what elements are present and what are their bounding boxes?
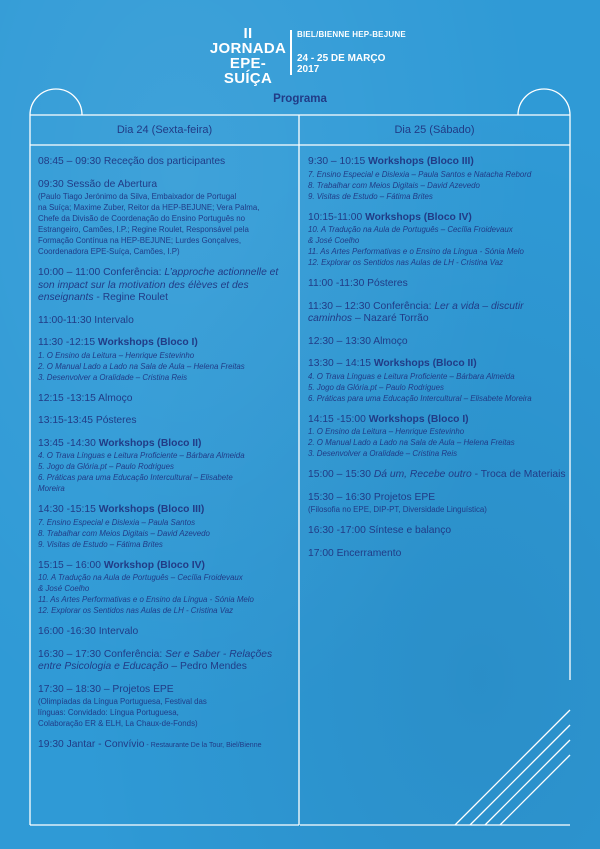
item-sublist — [38, 191, 293, 257]
item-headline — [308, 336, 566, 349]
item-headline — [308, 278, 566, 291]
item-headline — [308, 525, 566, 538]
item-time: 15:00 – 15:30 — [308, 469, 371, 480]
item-headline — [308, 156, 566, 169]
item-bold-text: Workshops (Bloco IV) — [362, 211, 472, 223]
item-time: 11:30 – 12:30 — [308, 300, 371, 312]
schedule-item — [38, 267, 293, 305]
item-subline-text: 10. A Tradução na Aula de Português – Cecília Froidevaux — [308, 225, 513, 234]
item-time: 08:45 – 09:30 — [38, 156, 101, 167]
item-time: 10:00 – 11:00 — [38, 267, 101, 278]
item-subline — [38, 539, 293, 550]
schedule-item — [308, 212, 566, 269]
item-subline — [38, 461, 293, 472]
item-headline — [38, 179, 293, 192]
item-subline — [308, 169, 566, 180]
item-headline — [38, 267, 293, 305]
item-subline — [308, 382, 566, 393]
item-headline — [38, 626, 293, 639]
schedule-item — [38, 504, 293, 550]
item-subline — [308, 235, 566, 246]
item-subline — [308, 246, 566, 257]
item-bold-text: Workshops (Bloco III) — [95, 504, 205, 515]
schedule-item — [38, 684, 293, 730]
item-subline — [38, 583, 293, 594]
schedule-item — [38, 337, 293, 383]
item-bold-text: Workshops (Bloco I) — [95, 337, 198, 348]
item-bold-text: Workshop (Bloco IV) — [100, 559, 205, 571]
item-subline — [308, 371, 566, 382]
item-sublist — [38, 572, 293, 616]
item-time: 16:30 – 17:30 — [38, 648, 101, 660]
item-subline — [308, 393, 566, 404]
event-title — [206, 26, 290, 86]
item-subline — [38, 350, 293, 361]
item-subline-text: 10. A Tradução na Aula de Português – Cecília Froidevaux — [38, 573, 243, 582]
item-subline-text: 11. As Artes Performativas e o Ensino da Língua - Sónia Melo — [38, 595, 254, 604]
item-subline — [38, 372, 293, 383]
item-headline — [38, 156, 293, 169]
item-headline — [308, 358, 566, 371]
schedule-item — [308, 156, 566, 202]
item-time: 13:15-13:45 — [38, 415, 93, 426]
item-sublist — [38, 517, 293, 550]
schedule-item — [308, 358, 566, 404]
item-subline — [38, 517, 293, 528]
item-subline: Coordenadora EPE-Suíça, Camões, I.P) — [38, 247, 180, 256]
item-time: 12:30 – 13:30 — [308, 335, 371, 347]
item-after-text: – Nazaré Torrão — [352, 313, 429, 324]
item-headline — [38, 649, 293, 674]
item-subline — [38, 472, 293, 483]
item-headline — [308, 301, 566, 326]
item-subline — [38, 361, 293, 372]
item-subline: Chefe da Divisão de Coordenação do Ensino Português no — [38, 214, 246, 223]
day2-title: Dia 25 (Sábado) — [394, 124, 475, 136]
schedule-item — [308, 548, 566, 561]
item-text: Encerramento — [333, 547, 402, 559]
item-subline-text: 3. Desenvolver a Oralidade – Cristina Reis — [308, 449, 458, 458]
item-text: Almoço — [95, 392, 133, 404]
schedule-item — [38, 626, 293, 639]
item-subline — [38, 528, 293, 539]
item-subline-text: 12. Explorar os Sentidos nas Aulas de LH - Cristina Vaz — [38, 606, 234, 615]
item-subline — [38, 594, 293, 605]
item-after-text: – Pedro Mendes — [168, 661, 247, 672]
event-dates: 24 - 25 DE MARÇO 2017 — [297, 53, 386, 75]
item-subline — [308, 257, 566, 268]
item-headline — [308, 469, 566, 482]
item-time: 19:30 — [38, 739, 64, 750]
item-after-text: - Regine Roulet — [93, 292, 168, 303]
item-subline-text: 3. Desenvolver a Oralidade – Cristina Reis — [38, 372, 188, 382]
item-text: Sessão de Abertura — [63, 178, 158, 190]
schedule-item — [308, 336, 566, 349]
item-headline — [38, 315, 293, 328]
item-headline — [308, 492, 566, 505]
item-small-text: - Restaurante De la Tour, Biel/Bienne — [144, 742, 262, 749]
item-subline-text: 9. Visitas de Estudo – Fátima Brites — [38, 539, 163, 549]
item-time: 17:00 — [308, 547, 334, 559]
item-subline-text: 7. Ensino Especial e Dislexia – Paula Santos e Natacha Rebord — [308, 169, 532, 179]
item-time: 14:15 -15:00 — [308, 413, 366, 425]
event-header — [0, 24, 600, 87]
item-subline-text: 6. Práticas para uma Educação Intercultural – Elisabete — [38, 473, 233, 482]
item-italic-text: Ler a vida – discutir caminhos — [308, 300, 524, 324]
item-subline-text: 11. As Artes Performativas e o Ensino da Língua - Sónia Melo — [308, 247, 524, 256]
item-subline — [308, 437, 566, 448]
item-subline: Colaboração ER & ELH, La Chaux-de-Fonds) — [38, 719, 198, 728]
item-time: 13:30 – 14:15 — [308, 358, 371, 369]
item-subline-text: & José Coelho — [38, 584, 90, 593]
item-time: 11:00-11:30 — [38, 314, 92, 326]
item-text: Pósteres — [92, 415, 137, 426]
item-sublist — [308, 504, 566, 515]
schedule-item — [38, 415, 293, 428]
item-italic-text: Dá um, Recebe outro — [373, 469, 472, 480]
item-subline: (Olimpíadas da Língua Portuguesa, Festival das — [38, 697, 207, 706]
schedule-item — [308, 469, 566, 482]
item-subline — [38, 605, 293, 616]
item-time: 9:30 – 10:15 — [308, 156, 366, 167]
item-time: 15:30 – 16:30 — [308, 491, 371, 503]
item-italic-text: L’approche actionnelle et son impact sur la motivation des élèves et des enseignants — [38, 267, 279, 303]
item-subline: línguas: Convidado: Língua Portuguesa, — [38, 708, 179, 717]
item-sublist — [308, 426, 566, 459]
schedule-item — [38, 315, 293, 328]
item-sublist — [38, 350, 293, 383]
item-subline-text: 4. O Trava Línguas e Leitura Proficiente – Bárbara Almeida — [38, 451, 245, 460]
item-time: 13:45 -14:30 — [38, 437, 96, 449]
item-subline-text: & José Coelho — [308, 236, 360, 245]
schedule-item — [38, 156, 293, 169]
item-time: 17:30 – 18:30 — [38, 683, 101, 695]
item-subline-text: Moreira — [38, 484, 65, 493]
item-subline-text: 7. Ensino Especial e Dislexia – Paula Santos — [38, 517, 196, 527]
item-time: 10:15-11:00 — [308, 211, 363, 223]
item-text: Intervalo — [95, 626, 139, 637]
item-sublist — [38, 450, 293, 494]
item-sublist — [308, 224, 566, 268]
item-subline: (Paulo Tiago Jerónimo da Silva, Embaixador de Portugal — [38, 192, 237, 201]
item-subline — [308, 191, 566, 202]
schedule-item — [308, 492, 566, 516]
item-text: Receção dos participantes — [100, 156, 226, 167]
item-subline: Estrangeiro, Camões, I.P.; Regine Roulet, Responsável pela — [38, 225, 249, 234]
schedule-item — [38, 438, 293, 495]
day2-schedule — [308, 156, 566, 570]
item-subline: (Filosofia no EPE, DIP-PT, Diversidade Linguística) — [308, 505, 487, 514]
item-headline — [38, 739, 293, 753]
item-time: 14:30 -15:15 — [38, 504, 96, 515]
item-headline — [38, 560, 293, 573]
item-time: 11:30 -12:15 — [38, 337, 96, 348]
item-bold-text: Workshops (Bloco II) — [95, 437, 202, 449]
item-italic-text: Ser e Saber - Relações entre Psicologia e Educação — [38, 648, 273, 672]
item-bold-text: Workshops (Bloco I) — [365, 413, 469, 425]
item-subline — [308, 180, 566, 191]
item-headline — [38, 504, 293, 517]
schedule-item — [308, 414, 566, 460]
item-text: – Projetos EPE — [100, 683, 174, 695]
item-subline — [308, 426, 566, 437]
schedule-item — [38, 179, 293, 258]
item-subline — [38, 483, 293, 494]
schedule-item — [38, 560, 293, 617]
item-subline-text: 1. O Ensino da Leitura – Henrique Estevinho — [38, 350, 195, 360]
schedule-item — [38, 649, 293, 674]
item-text: Conferência: — [100, 267, 165, 278]
item-subline-text: 2. O Manual Lado a Lado na Sala de Aula – Helena Freitas — [308, 438, 515, 447]
item-text: Síntese e balanço — [365, 525, 452, 536]
item-text: Conferência: — [100, 648, 166, 660]
schedule-item — [308, 278, 566, 291]
item-text: Projetos EPE — [370, 491, 436, 503]
item-time: 12:15 -13:15 — [38, 392, 96, 404]
item-text: Jantar - Convívio — [63, 739, 145, 750]
title-line-1: II JORNADA — [209, 25, 287, 57]
item-headline — [308, 548, 566, 561]
event-venue: BIEL/BIENNE HEP-BEJUNE — [297, 30, 406, 39]
item-text: Intervalo — [91, 314, 134, 326]
day1-title: Dia 24 (Sexta-feira) — [116, 124, 213, 136]
item-time: 16:00 -16:30 — [38, 626, 96, 637]
item-sublist — [308, 169, 566, 202]
schedule-item — [308, 301, 566, 326]
item-sublist — [38, 696, 293, 729]
item-headline — [38, 438, 293, 451]
item-headline — [38, 415, 293, 428]
item-time: 09:30 — [38, 178, 64, 190]
item-headline — [38, 393, 293, 406]
title-line-2: EPE-SUÍÇA — [223, 55, 273, 87]
item-subline — [308, 448, 566, 459]
item-subline — [38, 450, 293, 461]
item-subline-text: 5. Jogo da Glória.pt – Paulo Rodrigues — [38, 462, 174, 471]
item-headline — [308, 212, 566, 225]
item-text: Pósteres — [364, 278, 408, 289]
item-subline: Formação Contínua na HEP-BEJUNE; Lurdes Gonçalves, — [38, 236, 242, 245]
schedule-item — [38, 739, 293, 753]
item-subline-text: 9. Visitas de Estudo – Fátima Brites — [308, 191, 433, 201]
item-sublist — [308, 371, 566, 404]
item-subline — [308, 224, 566, 235]
schedule-item — [38, 393, 293, 406]
item-subline-text: 12. Explorar os Sentidos nas Aulas de LH - Cristina Vaz — [308, 258, 504, 267]
item-headline — [38, 337, 293, 350]
item-subline-text: 5. Jogo da Glória.pt – Paulo Rodrigues — [308, 382, 444, 392]
item-subline: na Suíça; Maxime Zuber, Reitor da HEP-BEJUNE; Vera Palma, — [38, 203, 260, 212]
item-bold-text: Workshops (Bloco II) — [370, 358, 477, 369]
item-text: Almoço — [370, 335, 408, 347]
item-time: 11:00 -11:30 — [308, 278, 365, 289]
item-time: 16:30 -17:00 — [308, 525, 366, 536]
item-text: Conferência: — [370, 300, 435, 312]
programa-heading: Programa — [273, 93, 327, 105]
schedule-item — [308, 525, 566, 538]
item-subline-text: 2. O Manual Lado a Lado na Sala de Aula – Helena Freitas — [38, 361, 245, 371]
item-bold-text: Workshops (Bloco III) — [365, 156, 474, 167]
item-time: 15:15 – 16:00 — [38, 559, 101, 571]
item-subline-text: 8. Trabalhar com Meios Digitais – David Azevedo — [38, 528, 210, 538]
item-headline — [308, 414, 566, 427]
item-subline-text: 8. Trabalhar com Meios Digitais – David Azevedo — [308, 180, 480, 190]
item-subline-text: 6. Práticas para uma Educação Intercultural – Elisabete Moreira — [308, 393, 532, 403]
event-details — [290, 30, 407, 75]
item-subline-text: 1. O Ensino da Leitura – Henrique Estevinho — [308, 427, 465, 436]
item-after-text: - Troca de Materiais — [471, 469, 566, 480]
item-subline-text: 4. O Trava Línguas e Leitura Proficiente – Bárbara Almeida — [308, 371, 515, 381]
item-headline — [38, 684, 293, 697]
day1-schedule — [38, 156, 293, 763]
item-subline — [38, 572, 293, 583]
